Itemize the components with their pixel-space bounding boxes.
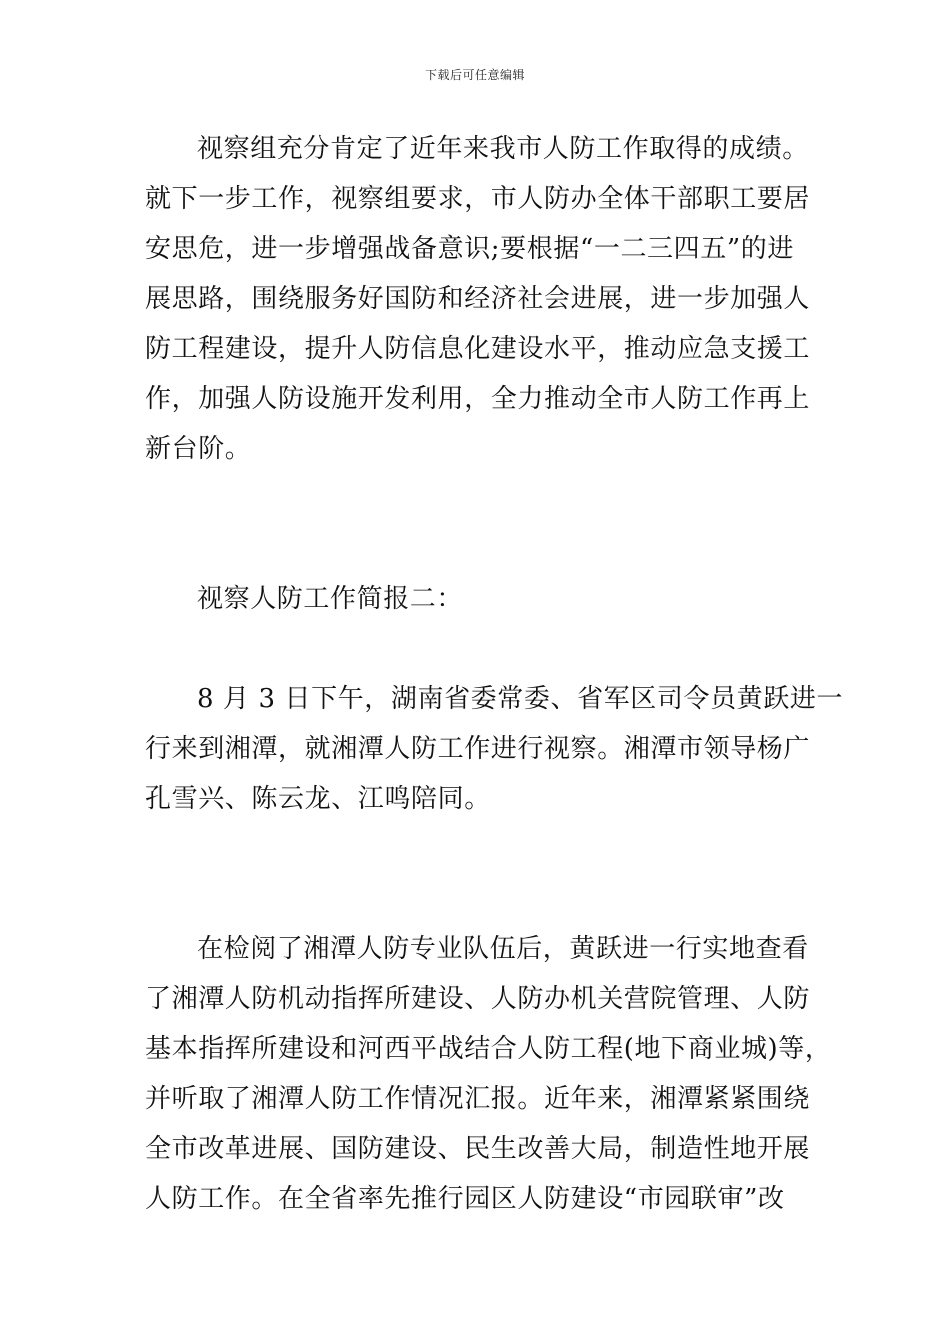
text-line: 就下一步工作，视察组要求，市人防办全体干部职工要居 bbox=[145, 184, 811, 214]
text-line: 8 月 3 日下午，湖南省委常委、省军区司令员黄跃进一 bbox=[197, 684, 844, 714]
section-heading: 视察人防工作简报二： bbox=[197, 584, 464, 614]
text-line: 全市改革进展、国防建设、民生改善大局，制造性地开展 bbox=[145, 1134, 811, 1164]
text-line: 在检阅了湘潭人防专业队伍后，黄跃进一行实地查看 bbox=[197, 934, 809, 964]
text-line: 人防工作。在全省率先推行园区人防建设“市园联审”改 bbox=[145, 1184, 785, 1214]
text-line: 并听取了湘潭人防工作情况汇报。近年来，湘潭紧紧围绕 bbox=[145, 1084, 811, 1114]
text-line: 安思危，进一步增强战备意识;要根据“一二三四五”的进 bbox=[145, 234, 794, 264]
text-line: 行来到湘潭，就湘潭人防工作进行视察。湘潭市领导杨广 bbox=[145, 734, 811, 764]
text-line: 作，加强人防设施开发利用，全力推动全市人防工作再上 bbox=[145, 384, 811, 414]
page-header-note: 下载后可任意编辑 bbox=[424, 68, 525, 82]
text-line: 视察组充分肯定了近年来我市人防工作取得的成绩。 bbox=[197, 134, 809, 164]
text-line: 新台阶。 bbox=[145, 434, 252, 464]
text-line: 孔雪兴、陈云龙、江鸣陪同。 bbox=[145, 784, 491, 814]
text-line: 了湘潭人防机动指挥所建设、人防办机关营院管理、人防 bbox=[145, 984, 811, 1014]
text-line: 展思路，围绕服务好国防和经济社会进展，进一步加强人 bbox=[145, 284, 811, 314]
text-line: 基本指挥所建设和河西平战结合人防工程(地下商业城)等， bbox=[145, 1034, 832, 1064]
text-line: 防工程建设，提升人防信息化建设水平，推动应急支援工 bbox=[145, 334, 811, 364]
